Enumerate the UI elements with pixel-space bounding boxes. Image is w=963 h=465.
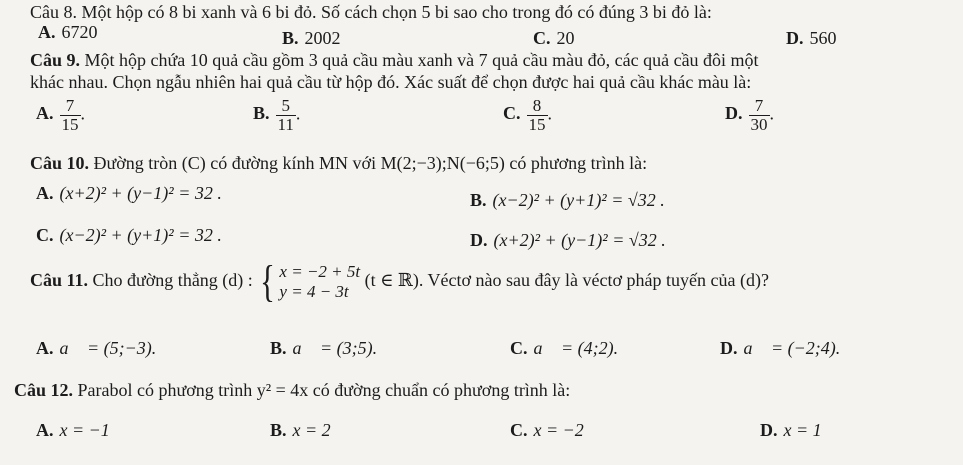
- fraction: [527, 97, 548, 134]
- q10-option-a[interactable]: [36, 183, 222, 204]
- q9-option-c[interactable]: [503, 97, 552, 134]
- option-label: C.: [36, 225, 54, 245]
- option-value: (x+2)² + (y−1)² = 32 .: [59, 183, 222, 203]
- option-label: A.: [36, 420, 54, 440]
- q8-option-b[interactable]: [282, 28, 341, 49]
- question-10-text: [30, 153, 647, 174]
- question-12-text: [14, 380, 570, 401]
- q10-option-b[interactable]: [470, 190, 665, 211]
- question-label: Câu 12.: [14, 380, 74, 400]
- q11-option-b[interactable]: [270, 338, 377, 359]
- question-label: Câu 11.: [30, 270, 89, 291]
- denominator: 30: [750, 114, 768, 134]
- q12-option-b[interactable]: [270, 420, 331, 441]
- denominator: 11: [277, 114, 294, 134]
- option-end: .: [80, 103, 85, 124]
- option-value: x = −1: [59, 420, 110, 440]
- numerator: 7: [65, 96, 75, 115]
- fraction: [276, 97, 296, 134]
- numerator: 8: [532, 96, 542, 115]
- option-label: C.: [533, 28, 551, 48]
- question-9-line-1: [30, 50, 759, 71]
- question-text: Parabol có phương trình y² = 4x có đường chuẩn có phương trình là:: [77, 380, 571, 400]
- q8-option-d[interactable]: [786, 28, 837, 49]
- fraction: [60, 97, 81, 134]
- q12-option-d[interactable]: [760, 420, 822, 441]
- option-label: B.: [282, 28, 299, 48]
- option-end: .: [769, 103, 774, 124]
- option-label: B.: [470, 190, 487, 210]
- q8-option-c[interactable]: [533, 28, 575, 49]
- question-9-line-2: khác nhau. Chọn ngẫu nhiên hai quả cầu từ hộp đó. Xác suất để chọn được hai quả cầu khác màu là:: [30, 72, 752, 92]
- q11-option-a[interactable]: [36, 338, 156, 359]
- equation-row-2: y = 4 − 3t: [279, 282, 349, 301]
- option-label: D.: [760, 420, 778, 440]
- option-end: .: [547, 103, 552, 124]
- q8-option-a[interactable]: [38, 22, 98, 43]
- option-label: A.: [38, 22, 56, 42]
- option-label: C.: [510, 338, 528, 358]
- equation-rows: [279, 262, 360, 303]
- question-text: Một hộp chứa 10 quả cầu gồm 3 quả cầu màu xanh và 7 quả cầu màu đỏ, các quả cầu đôi một: [84, 50, 759, 70]
- denominator: 15: [528, 114, 546, 134]
- option-value: 20: [556, 28, 575, 48]
- option-label: D.: [720, 338, 738, 358]
- equation-row-1: x = −2 + 5t: [279, 261, 361, 281]
- option-value: (x−2)² + (y+1)² = √32 .: [492, 190, 665, 210]
- question-11-text: [30, 257, 769, 306]
- option-label: D.: [725, 103, 743, 124]
- option-label: C.: [503, 103, 521, 124]
- q11-option-c[interactable]: [510, 338, 618, 359]
- q10-option-d[interactable]: [470, 230, 666, 251]
- option-value: (x+2)² + (y−1)² = √32 .: [493, 230, 666, 250]
- question-text: Đường tròn (C) có đường kính MN với M(2;−3);N(−6;5) có phương trình là:: [93, 153, 648, 173]
- brace-icon: {: [260, 257, 276, 306]
- question-label: Câu 10.: [30, 153, 90, 173]
- question-text-before: Cho đường thẳng (d) :: [92, 270, 253, 291]
- option-label: A.: [36, 338, 54, 358]
- option-value: (x−2)² + (y+1)² = 32 .: [59, 225, 222, 245]
- option-value: a⃗ = (4;2).: [533, 338, 619, 358]
- option-label: A.: [36, 183, 54, 203]
- question-label: Câu 9.: [30, 50, 81, 70]
- question-8-text: Câu 8. Một hộp có 8 bi xanh và 6 bi đỏ. Số cách chọn 5 bi sao cho trong đó có đúng 3 bi đỏ là:: [30, 2, 712, 22]
- question-text-after: (t ∈ ℝ). Véctơ nào sau đây là véctơ pháp tuyến của (d)?: [364, 270, 769, 291]
- option-value: a⃗ = (3;5).: [292, 338, 378, 358]
- option-value: x = 1: [783, 420, 822, 440]
- q9-option-b[interactable]: [253, 97, 300, 134]
- fraction: [749, 97, 770, 134]
- numerator: 5: [281, 96, 290, 115]
- denominator: 15: [61, 114, 79, 134]
- option-value: x = 2: [292, 420, 331, 440]
- option-label: B.: [270, 338, 287, 358]
- equation-system: [257, 257, 361, 306]
- option-value: 6720: [61, 22, 98, 42]
- option-label: B.: [253, 103, 270, 124]
- option-value: 2002: [304, 28, 341, 48]
- q9-option-a[interactable]: [36, 97, 85, 134]
- option-end: .: [295, 103, 301, 124]
- q12-option-c[interactable]: [510, 420, 584, 441]
- q11-option-d[interactable]: [720, 338, 840, 359]
- numerator: 7: [754, 96, 764, 115]
- option-label: C.: [510, 420, 528, 440]
- option-value: a⃗ = (−2;4).: [743, 338, 841, 358]
- option-value: a⃗ = (5;−3).: [59, 338, 157, 358]
- q12-option-a[interactable]: [36, 420, 110, 441]
- q10-option-c[interactable]: [36, 225, 222, 246]
- option-label: D.: [786, 28, 804, 48]
- q9-option-d[interactable]: [725, 97, 774, 134]
- option-value: x = −2: [533, 420, 584, 440]
- option-label: A.: [36, 103, 54, 124]
- option-label: B.: [270, 420, 287, 440]
- option-value: 560: [809, 28, 837, 48]
- option-label: D.: [470, 230, 488, 250]
